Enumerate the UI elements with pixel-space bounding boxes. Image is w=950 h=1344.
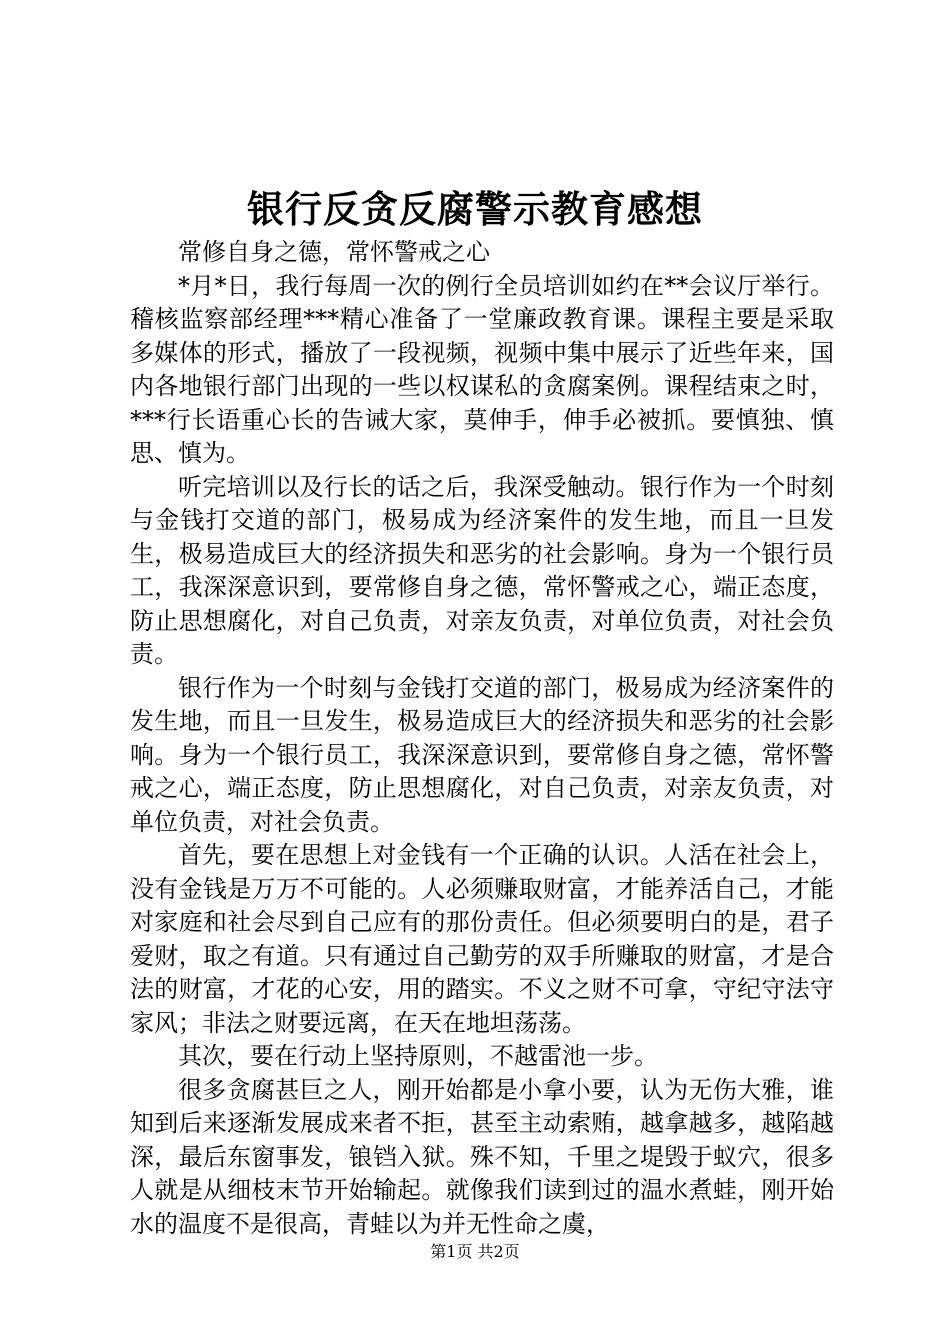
paragraph: 其次，要在行动上坚持原则，不越雷池一步。 [178,1042,658,1070]
paragraph: 听完培训以及行长的话之后，我深受触动。银行作为一个时刻与金钱打交道的部门，极易成为经济案件的发生地，而且一旦发生，极易造成巨大的经济损失和恶劣的社会影响。身为一个银行员工，我深深意识到，要常修自身之德，常怀警戒之心，端正态度，防止思想腐化，对自己负责，对亲友负责，对单位负责，对社会负责。 [130,472,834,668]
paragraph: 常修自身之德，常怀警戒之心 [178,238,490,266]
paragraph: 首先，要在思想上对金钱有一个正确的认识。人活在社会上，没有金钱是万万不可能的。人必须赚取财富，才能养活自己，才能对家庭和社会尽到自己应有的那份责任。但必须要明白的是，君子爱财，取之有道。只有通过自己勤劳的双手所赚取的财富，才是合法的财富，才花的心安，用的踏实。不义之财不可拿，守纪守法守家风；非法之财要远离，在天在地坦荡荡。 [130,841,834,1037]
paragraph: *月*日，我行每周一次的例行全员培训如约在**会议厅举行。稽核监察部经理***精心准备了一堂廉政教育课。课程主要是采取多媒体的形式，播放了一段视频，视频中集中展示了近些年来，国内各地银行部门出现的一些以权谋私的贪腐案例。课程结束之时，***行长语重心长的告诫大家，莫伸手，伸手必被抓。要慎独、慎思、慎为。 [130,271,834,467]
paragraph: 很多贪腐甚巨之人，刚开始都是小拿小要，认为无伤大雅，谁知到后来逐渐发展成来者不拒，甚至主动索贿，越拿越多，越陷越深，最后东窗事发，锒铛入狱。殊不知，千里之堤毁于蚁穴，很多人就是从细枝末节开始输起。就像我们读到过的温水煮蛙，刚开始水的温度不是很高，青蛙以为并无性命之虞， [130,1075,834,1238]
page-number-footer: 第1页 共2页 [430,1242,520,1261]
document-title: 银行反贪反腐警示教育感想 [247,187,703,231]
document-body [130,236,834,1241]
paragraph: 银行作为一个时刻与金钱打交道的部门，极易成为经济案件的发生地，而且一旦发生，极易造成巨大的经济损失和恶劣的社会影响。身为一个银行员工，我深深意识到，要常修自身之德，常怀警戒之心，端正态度，防止思想腐化，对自己负责，对亲友负责，对单位负责，对社会负责。 [130,673,834,836]
